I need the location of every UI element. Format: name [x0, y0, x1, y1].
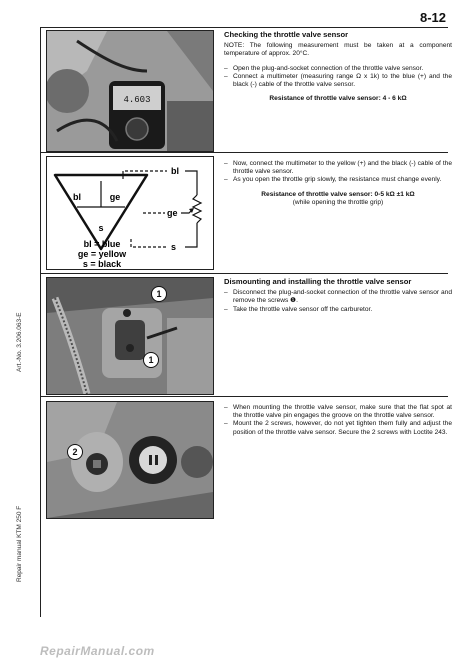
- section-divider: [40, 152, 448, 153]
- section1-resistance: Resistance of throttle valve sensor: 4 - 6 kΩ: [269, 95, 407, 103]
- mounting-photo-art: [47, 402, 213, 518]
- section2-text: [224, 160, 452, 207]
- section1-title: Checking the throttle valve sensor: [224, 30, 349, 39]
- section3-bullet: – Take the throttle valve sensor off the carburetor.: [224, 305, 373, 313]
- section-divider: [40, 396, 448, 397]
- callout-screw-1b: 1: [143, 352, 159, 368]
- section3-title: Dismounting and installing the throttle valve sensor: [224, 277, 412, 286]
- manual-title: Repair manual KTM 250 F: [16, 505, 23, 582]
- section2-resistance-note: (while opening the throttle grip): [292, 198, 384, 206]
- callout-screws-2: 2: [67, 444, 83, 460]
- multimeter-display: 4.603: [123, 95, 151, 105]
- wire-label-bl: bl: [171, 166, 179, 176]
- page-number: 8-12: [420, 10, 447, 25]
- sensor-wiring-diagram: [46, 156, 214, 270]
- doc-number: Art.-No. 3.206.063-E: [16, 312, 23, 372]
- section4-bullet: – When mounting the throttle valve sensor, make sure that the flat spot at the throttle valve pin engages the groove on the throttle valve sensor.: [224, 404, 452, 420]
- callout-screw-1: 1: [151, 286, 167, 302]
- wire-label-ge: ge: [167, 208, 178, 218]
- section2-resistance: Resistance of throttle valve sensor: 0-5 kΩ ±1 kΩ: [261, 190, 415, 198]
- sensor-mounting-photo: [46, 401, 214, 519]
- section4-bullet: – Mount the 2 screws, however, do not yet tighten them fully and adjust the position of the throttle valve sensor. Secure the 2 screws with Loctite 243.: [224, 420, 452, 436]
- pin-s: s: [98, 223, 104, 233]
- multimeter-photo: [46, 30, 214, 152]
- legend-black: s = black: [82, 259, 122, 269]
- section-divider: [40, 273, 448, 274]
- section3-text: [224, 278, 452, 314]
- carburetor-photo-art: [47, 278, 213, 394]
- wire-label-s: s: [171, 242, 177, 252]
- section1-bullet: – Connect a multimeter (measuring range Ω x 1k) to the blue (+) and the black (-) cable of the throttle valve sensor.: [224, 72, 452, 89]
- pin-bl: bl: [73, 192, 81, 202]
- section1-text: [224, 31, 452, 103]
- section1-bullet: – Open the plug-and-socket connection of the throttle valve sensor.: [224, 64, 424, 72]
- watermark: RepairManual.com: [40, 644, 155, 658]
- pin-ge: ge: [109, 192, 121, 202]
- section4-text: [224, 404, 452, 437]
- section3-bullet: – Disconnect the plug-and-socket connection of the throttle valve sensor and remove the screws ❶.: [224, 289, 452, 305]
- section1-note: NOTE: The following measurement must be taken at a component temperature of approx. 20°C.: [224, 42, 452, 58]
- legend-yellow: ge = yellow: [77, 249, 127, 259]
- header-rule: [40, 27, 448, 28]
- legend-blue: bl = blue: [83, 239, 121, 249]
- carburetor-sensor-photo: [46, 277, 214, 395]
- wiring-diagram-art: [47, 157, 213, 269]
- section2-bullet: – As you open the throttle grip slowly, the resistance must change evenly.: [224, 176, 442, 184]
- multimeter-photo-art: [47, 31, 213, 151]
- left-margin-rule: [40, 27, 41, 617]
- section2-bullet: – Now, connect the multimeter to the yellow (+) and the black (-) cable of the throttle valve sensor.: [224, 160, 452, 176]
